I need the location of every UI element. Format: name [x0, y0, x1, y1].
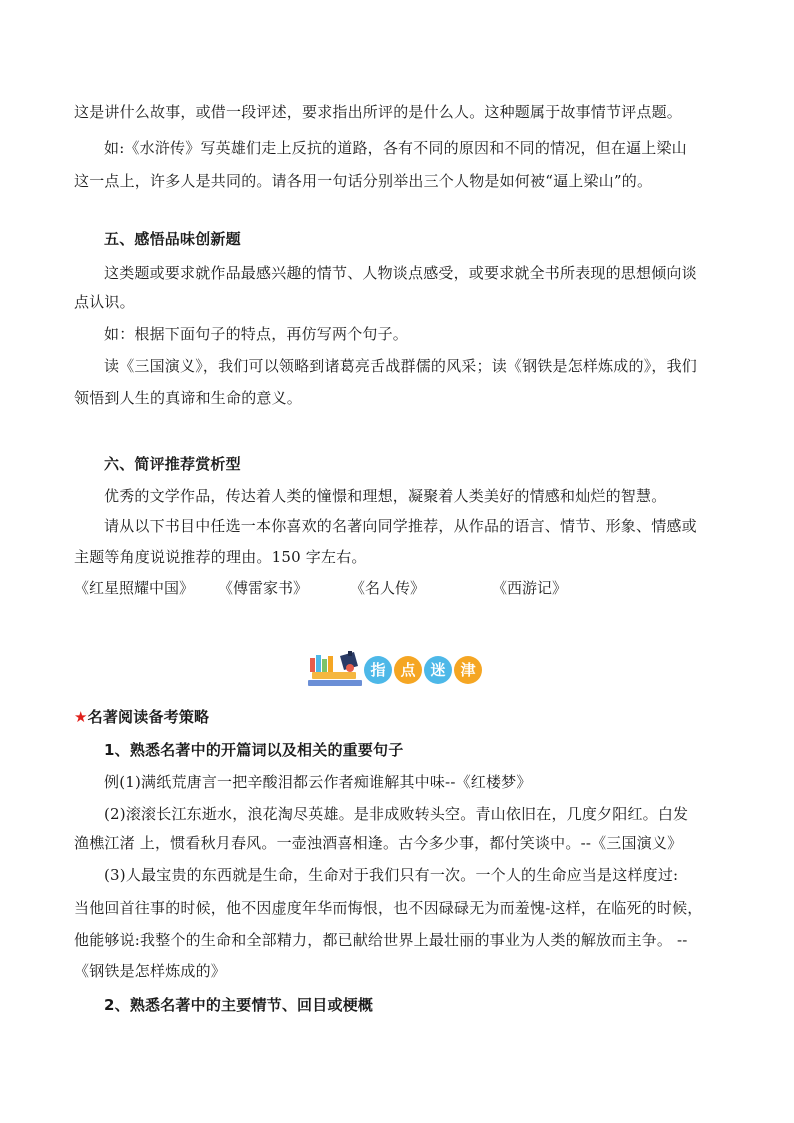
banner-char: 津 — [454, 656, 482, 684]
section5-line3: 如：根据下面句子的特点，再仿写两个句子。 — [104, 325, 409, 343]
example-3-line1: (3)人最宝贵的东西就是生命，生命对于我们只有一次。一个人的生命应当是这样度过: — [104, 866, 679, 884]
banner-char: 点 — [394, 656, 422, 684]
books-icon — [306, 650, 364, 690]
book-title: 《名人传》 — [350, 579, 426, 597]
section5-line5: 领悟到人生的真谛和生命的意义。 — [74, 389, 303, 407]
section4-line2: 如:《水浒传》写英雄们走上反抗的道路，各有不同的原因和不同的情况，但在逼上梁山 — [104, 139, 687, 157]
example-3-line3: 他能够说:我整个的生命和全部精力，都已献给世界上最壮丽的事业为人类的解放而主争。 -- — [74, 931, 688, 949]
section4-line3: 这一点上，许多人是共同的。请各用一句话分别举出三个人物是如何被“逼上梁山”的。 — [74, 172, 653, 190]
section5-line4: 读《三国演义》，我们可以领略到诸葛亮舌战群儒的风采；读《钢铁是怎样炼成的》，我们 — [104, 357, 698, 375]
banner-char: 指 — [364, 656, 392, 684]
example-3-line4: 《钢铁是怎样炼成的》 — [74, 962, 227, 980]
section5-line2: 点认识。 — [74, 293, 135, 311]
strategy-item1: 1、熟悉名著中的开篇词以及相关的重要句子 — [104, 741, 404, 759]
strategy-title-text: 名著阅读备考策略 — [87, 708, 210, 726]
section6-heading: 六、简评推荐赏析型 — [104, 455, 241, 473]
strategy-title — [74, 707, 734, 727]
section6-line1: 优秀的文学作品，传达着人类的憧憬和理想，凝聚着人类美好的情感和灿烂的智慧。 — [104, 487, 667, 505]
book-title: 《西游记》 — [492, 579, 568, 597]
example-2-line1: (2)滚滚长江东逝水，浪花淘尽英雄。是非成败转头空。青山依旧在，几度夕阳红。白发 — [104, 805, 689, 823]
example-2-line2: 渔樵江渚 上，惯看秋月春风。一壶浊酒喜相逢。古今多少事，都付笑谈中。--《三国演义》 — [74, 834, 683, 852]
section6-line2: 请从以下书目中任选一本你喜欢的名著向同学推荐，从作品的语言、情节、形象、情感或 — [104, 517, 697, 535]
section4-line1: 这是讲什么故事，或借一段评述，要求指出所评的是什么人。这种题属于故事情节评点题。 — [74, 103, 683, 121]
strategy-item2: 2、熟悉名著中的主要情节、回目或梗概 — [104, 996, 374, 1014]
example-3-line2: 当他回首往事的时候，他不因虚度年华而悔恨，也不因碌碌无为而羞愧-这样，在临死的时候， — [74, 899, 703, 917]
book-list — [74, 577, 734, 597]
section5-heading: 五、感悟品味创新题 — [104, 230, 241, 248]
book-title: 《傅雷家书》 — [218, 579, 309, 597]
example-1: 例(1)满纸荒唐言一把辛酸泪都云作者痴谁解其中味--《红楼梦》 — [104, 773, 532, 791]
banner-char: 迷 — [424, 656, 452, 684]
tips-banner — [306, 646, 486, 692]
section6-line3: 主题等角度说说推荐的理由。150 字左右。 — [74, 548, 367, 566]
star-icon: ★ — [74, 708, 88, 726]
section5-line1: 这类题或要求就作品最感兴趣的情节、人物谈点感受，或要求就全书所表现的思想倾向谈 — [104, 264, 697, 282]
book-title: 《红星照耀中国》 — [74, 579, 195, 597]
